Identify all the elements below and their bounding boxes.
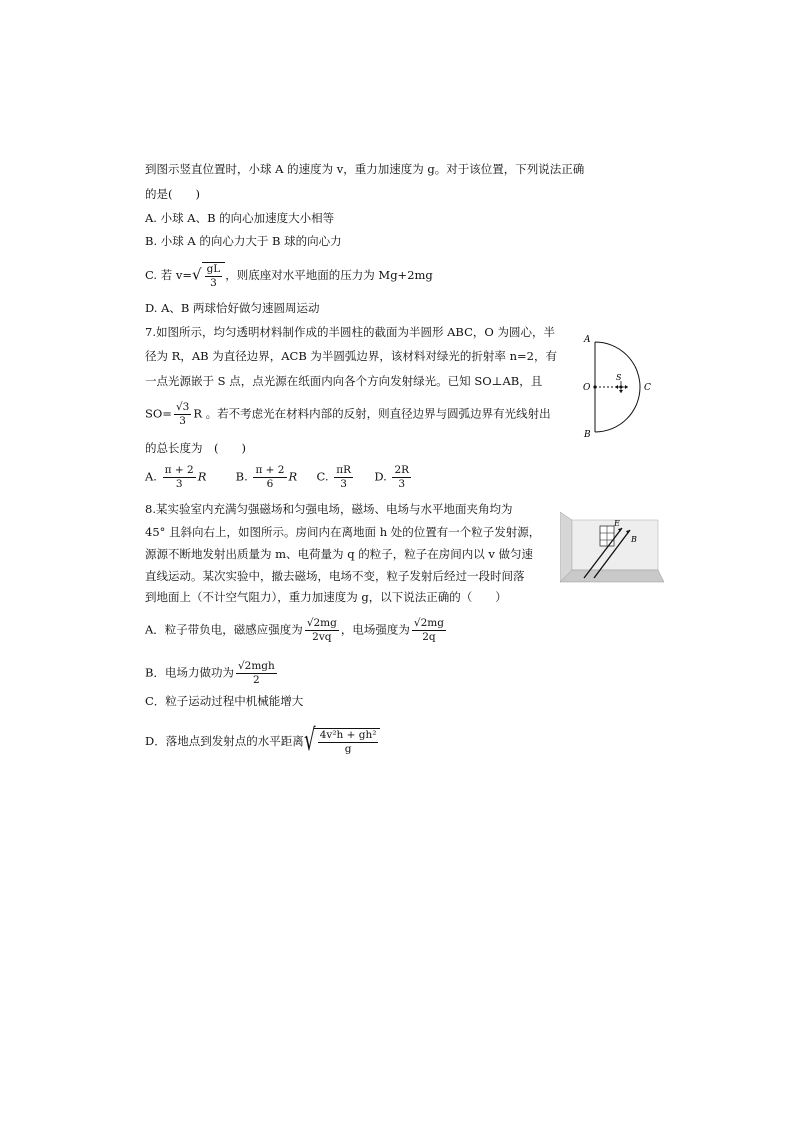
- q8-option-a-prefix: A．粒子带负电，磁感应强度为: [145, 622, 303, 637]
- fraction-numerator: gL: [206, 263, 221, 275]
- label-b: B: [631, 535, 637, 544]
- q8-stem-line3: 源源不断地发射出质量为 m、电荷量为 q 的粒子，粒子在房间内以 v 做匀速: [145, 547, 534, 561]
- fraction-numerator: √2mg: [413, 617, 444, 629]
- q8-option-c: C．粒子运动过程中机械能增大: [145, 694, 304, 708]
- label-o: O: [583, 383, 591, 393]
- fraction-numerator: 4v²h + gh²: [319, 729, 377, 741]
- fraction-denominator: 6: [266, 478, 274, 490]
- q7-option-a-label: A.: [145, 469, 157, 484]
- q6-option-c: [145, 262, 433, 290]
- q8-option-a-mid: ，电场强度为: [340, 622, 410, 637]
- fraction-numerator: π + 2: [164, 464, 194, 476]
- q7-option-d-label: D.: [374, 469, 387, 484]
- fraction-denominator: 2q: [422, 631, 436, 643]
- arrow-down-icon: [619, 390, 623, 393]
- radius-symbol: R: [288, 469, 298, 484]
- fraction-numerator: π + 2: [255, 464, 285, 476]
- fraction-numerator: 2R: [394, 464, 410, 476]
- q8-option-b-prefix: B．电场力做功为: [145, 665, 234, 680]
- q6-option-c-suffix: ，则底座对水平地面的压力为 Mg+2mg: [225, 268, 433, 282]
- fraction-denominator: 3: [340, 478, 347, 490]
- q7-stem-line2: 径为 R，AB 为直径边界，ACB 为半圆弧边界，该材料对绿光的折射率 n=2，有: [145, 349, 557, 363]
- fraction-denominator: 2vq: [312, 631, 332, 643]
- q8-stem-line4: 直线运动。某次实验中，撤去磁场，电场不变，粒子发射后经过一段时间落: [145, 569, 525, 583]
- q8-room-figure: [560, 512, 664, 584]
- q8-option-a: [145, 617, 448, 644]
- label-b: B: [584, 430, 591, 440]
- q7-stem-line4: [145, 401, 551, 428]
- fraction-numerator: √2mg: [306, 617, 337, 629]
- fraction-denominator: 3: [210, 277, 217, 289]
- label-c: C: [644, 383, 651, 393]
- q6-option-b: B. 小球 A 的向心力大于 B 球的向心力: [145, 234, 342, 248]
- q8-option-d: [145, 723, 380, 758]
- q7-semicircle-figure: [578, 330, 658, 445]
- fraction-numerator: √2mgh: [237, 660, 275, 672]
- q8-option-b: [145, 660, 279, 687]
- q8-stem-line5: 到地面上（不计空气阻力），重力加速度为 g，以下说法正确的（ ）: [145, 590, 507, 604]
- q6-stem-line2: 的是( ): [145, 187, 200, 201]
- fraction-denominator: 2: [253, 674, 260, 686]
- q7-stem-line5: 的总长度为 ( ): [145, 441, 246, 455]
- fraction-denominator: 3: [398, 478, 406, 490]
- fraction-numerator: √3: [175, 401, 190, 413]
- fraction-denominator: g: [344, 743, 352, 755]
- q8-stem-line1: 8.某实验室内充满匀强磁场和匀强电场，磁场、电场与水平地面夹角均为: [145, 502, 513, 516]
- label-e: E: [614, 519, 620, 528]
- q7-stem-line1: 7.如图所示，均匀透明材料制作成的半圆柱的截面为半圆形 ABC，O 为圆心，半: [145, 325, 555, 339]
- arrow-right-icon: [625, 385, 628, 389]
- arrow-left-icon: [615, 385, 618, 389]
- q7-stem-line3: 一点光源嵌于 S 点，点光源在纸面内向各个方向发射绿光。已知 SO⊥AB，且: [145, 374, 543, 388]
- q6-stem-line1: 到图示竖直位置时，小球 A 的速度为 v，重力加速度为 g。对于该位置，下列说法正确: [145, 162, 585, 176]
- label-s: S: [616, 373, 622, 382]
- fraction-denominator: 3: [179, 415, 186, 427]
- q7-option-c-label: C.: [316, 469, 329, 484]
- room-floor: [560, 570, 664, 582]
- q6-option-a: A. 小球 A、B 的向心加速度大小相等: [145, 211, 335, 225]
- q8-stem-line2: 45° 且斜向右上，如图所示。房间内在离地面 h 处的位置有一个粒子发射源，: [145, 525, 541, 539]
- q7-so-prefix: SO=: [145, 406, 172, 421]
- label-a: A: [584, 335, 591, 345]
- center-o-dot: [593, 385, 596, 388]
- sqrt-expression: √ $\frac{\text{4v²h + gh²}}{g}$: [304, 728, 381, 756]
- q6-option-c-prefix: C. 若 v=: [145, 268, 192, 282]
- sqrt-expression: √ $\frac{gL}{3}$: [192, 262, 225, 290]
- fraction-denominator: 3: [175, 478, 183, 490]
- radius-symbol: R: [197, 469, 207, 484]
- q7-option-b-label: B.: [235, 469, 248, 484]
- fraction-numerator: πR: [336, 464, 351, 476]
- q8-option-d-prefix: D．落地点到发射点的水平距离: [145, 734, 304, 748]
- q7-options: [145, 464, 413, 491]
- q6-option-d: D. A、B 两球恰好做匀速圆周运动: [145, 301, 320, 315]
- q7-so-suffix: R 。若不考虑光在材料内部的反射，则直径边界与圆弧边界有光线射出: [193, 406, 551, 421]
